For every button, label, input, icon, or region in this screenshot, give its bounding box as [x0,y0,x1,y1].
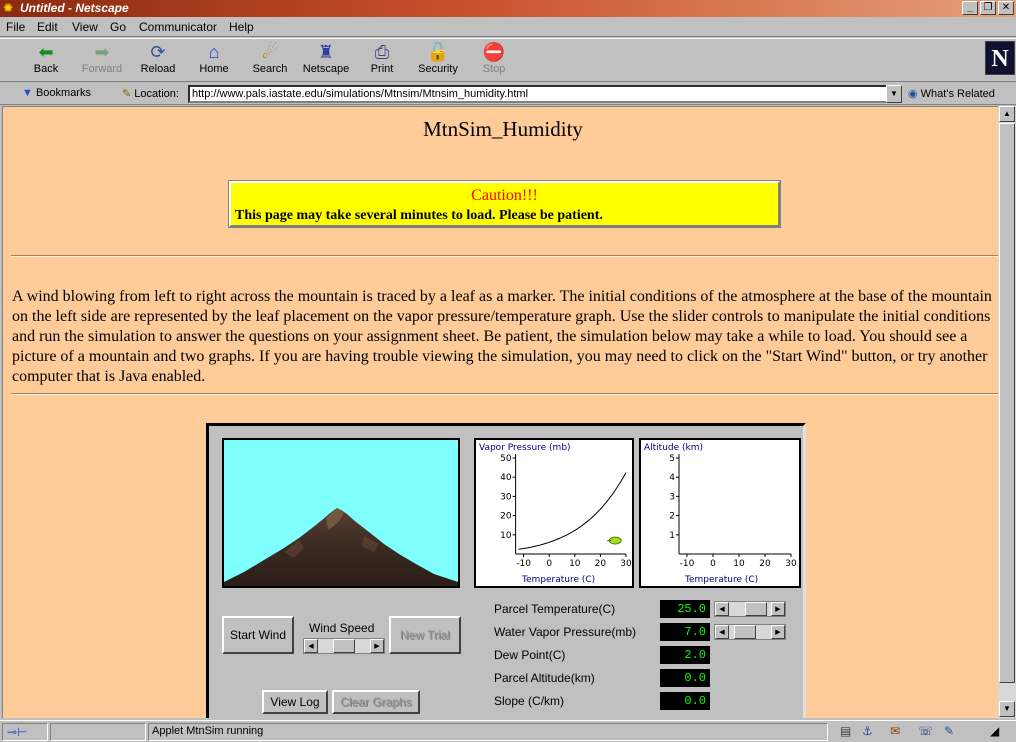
bookmarks-label: Bookmarks [35,87,91,99]
close-button[interactable]: ✕ [998,1,1014,15]
toolbar-home-button[interactable] [186,41,242,81]
y-tick-label: 30 [500,492,512,503]
slider-left-arrow[interactable]: ◀ [715,625,729,639]
x-tick-label: 0 [710,559,716,569]
toolbar-forward-button[interactable] [74,41,130,81]
vp-graph-title: Vapor Pressure (mb) [479,443,571,453]
wind-speed-thumb[interactable] [333,639,355,653]
menu-help[interactable]: Help [229,20,254,34]
bookmarks-button[interactable] [22,87,91,99]
wind-speed-label: Wind Speed [309,621,375,635]
forward-arrow-icon: ➡ [94,42,110,62]
param-label: Dew Point(C) [494,648,566,662]
page-proxy-icon[interactable]: ✎ [122,88,132,100]
bookmarks-icon: ▼ [22,87,33,99]
toolbar-search-button[interactable] [242,41,298,81]
toolbar-reload-button[interactable] [130,41,186,81]
caution-box [229,181,780,227]
scroll-up-arrow[interactable]: ▲ [999,106,1015,122]
stop-icon: ⛔ [482,42,506,62]
param-value-display: 0.0 [660,692,710,710]
back-arrow-icon: ⬅ [38,42,54,62]
y-tick-label: 2 [669,511,675,522]
vapor-pressure-graph [474,438,634,588]
toolbar-button-label: Forward [81,63,123,75]
divider-bottom [11,393,998,395]
param-label: Parcel Altitude(km) [494,671,595,685]
param-slider[interactable] [714,601,786,617]
window-title: Untitled - Netscape [20,1,129,15]
y-tick-label: 40 [500,473,512,484]
x-tick-label: 10 [733,559,745,569]
status-text: Applet MtnSim running [152,725,264,737]
print-icon: ⎙ [374,42,390,62]
component-bar-icon[interactable]: ▤ [840,724,852,738]
alt-graph-title: Altitude (km) [644,443,704,453]
param-slider[interactable] [714,624,786,640]
toolbar-netscape-button[interactable] [298,41,354,81]
discussion-icon[interactable]: ☏ [918,724,934,738]
altitude-plot [641,440,799,586]
plug-icon: ⊸⊢ [7,725,28,739]
param-label: Parcel Temperature(C) [494,602,616,616]
page-vertical-scrollbar[interactable] [998,106,1016,718]
toolbar-stop-button[interactable] [466,41,522,81]
toolbar-button-label: Security [418,63,458,75]
view-log-button[interactable]: View Log [262,690,328,714]
vapor-pressure-plot [476,440,632,586]
param-value-display: 0.0 [660,669,710,687]
slider-right-arrow[interactable]: ▶ [771,602,785,616]
maximize-button[interactable]: ❐ [980,1,996,15]
y-tick-label: 10 [500,530,512,541]
caution-text: This page may take several minutes to load. Please be patient. [235,208,603,223]
param-value-display: 25.0 [660,600,710,618]
start-wind-button[interactable]: Start Wind [222,616,294,654]
x-tick-label: 20 [759,559,771,569]
x-tick-label: 0 [546,559,553,569]
toolbar-button-label: Reload [140,63,176,75]
altitude-graph [639,438,801,588]
slider-right-arrow[interactable]: ▶ [771,625,785,639]
y-tick-label: 4 [669,473,675,484]
param-value-display: 7.0 [660,623,710,641]
wind-speed-right-arrow[interactable]: ▶ [370,639,384,653]
netscape-icon: ♜ [317,42,335,62]
clear-graphs-label: Clear Graphs [340,695,412,709]
scroll-thumb[interactable] [999,123,1015,683]
x-tick-label: 20 [594,559,607,569]
slider-left-arrow[interactable]: ◀ [715,602,729,616]
y-tick-label: 20 [500,511,512,522]
location-toolbar [0,83,1016,105]
slider-thumb[interactable] [734,625,756,639]
y-tick-label: 50 [500,454,512,464]
x-tick-label: -10 [516,559,531,569]
composer-icon[interactable]: ✎ [944,724,955,738]
location-label: Location: [134,88,179,100]
x-tick-label: 10 [569,559,581,569]
minimize-button[interactable]: _ [962,1,978,15]
saturation-curve [519,473,627,550]
search-icon: ☄ [261,42,279,62]
wind-speed-slider[interactable] [303,638,385,654]
menu-bar [0,17,1016,37]
alt-graph-xlabel: Temperature (C) [685,575,759,585]
mtnsim-applet [206,423,806,718]
status-bar [0,720,1016,742]
x-tick-label: 30 [785,559,797,569]
toolbar-button-label: Print [370,63,394,75]
divider-top [11,255,998,257]
location-dropdown-button[interactable]: ▼ [886,85,902,103]
toolbar-button-label: Search [252,63,288,75]
x-tick-label: 30 [620,559,632,569]
page-title: MtnSim_Humidity [423,117,583,141]
menu-communicator[interactable]: Communicator [139,20,218,34]
toolbar-button-label: Netscape [302,63,350,75]
new-trial-label: New Trial [399,628,450,642]
navigation-toolbar [0,38,1016,82]
toolbar-back-button[interactable] [18,41,74,81]
progress-area [50,723,146,741]
reload-icon: ⟳ [150,42,166,62]
scroll-down-arrow[interactable]: ▼ [999,701,1015,717]
param-label: Water Vapor Pressure(mb) [494,625,637,639]
lock-icon: 🔓 [426,42,450,62]
new-trial-button[interactable] [389,616,461,654]
wind-speed-left-arrow[interactable]: ◀ [304,639,318,653]
y-tick-label: 3 [669,492,675,503]
y-tick-label: 1 [669,530,675,541]
title-bar [0,0,1016,17]
netscape-small-icon: ✺ [3,1,14,15]
resize-grip-icon: ◢ [990,724,1000,738]
menu-file[interactable]: File [6,20,26,34]
whats-related-icon: ◉ [908,88,918,100]
whats-related-button[interactable] [908,87,995,100]
mail-icon[interactable]: ✉ [890,724,901,738]
menu-go[interactable]: Go [110,20,127,34]
mountain-image [224,440,458,586]
toolbar-print-button[interactable] [354,41,410,81]
navigator-icon[interactable]: ⚓ [862,724,873,738]
x-tick-label: -10 [679,559,695,569]
connection-indicator [2,723,48,741]
caution-heading: Caution!!! [471,187,538,204]
description-paragraph: A wind blowing from left to right across the mountain is traced by a leaf as a marker. The initial conditions of the atmosphere at the base of the mountain on the left side are represented by the leaf placement on the vapor pressure/temperature graph. Use the slider controls to manipulate the initial conditions and run the simulation to answer the questions on your assignment sheet. Be patient, the simulation below may take a while to load. You should see a picture of a mountain and two graphs. If you are having trouble viewing the simulation, you may need to click on the "Start Wind" button, or try another computer that is Java enabled. [12,288,992,385]
menu-view[interactable]: View [72,20,98,34]
page-content [2,106,998,718]
toolbar-button-label: Stop [482,63,506,75]
toolbar-button-label: Home [199,63,229,75]
clear-graphs-button[interactable] [332,690,420,714]
slider-thumb[interactable] [745,602,767,616]
toolbar-button-label: Back [33,63,59,75]
toolbar-security-button[interactable] [410,41,466,81]
param-label: Slope (C/km) [494,694,565,708]
y-tick-label: 5 [669,454,675,464]
vp-graph-xlabel: Temperature (C) [522,575,596,585]
whats-related-label: What's Related [920,88,995,100]
param-value-display: 2.0 [660,646,710,664]
netscape-logo: N [985,41,1015,75]
menu-edit[interactable]: Edit [37,20,58,34]
location-label-wrap [122,87,179,100]
location-input[interactable]: http://www.pals.iastate.edu/simulations/Mtnsim/Mtnsim_humidity.html [188,85,888,103]
mountain-view [222,438,460,588]
home-icon: ⌂ [208,42,220,62]
